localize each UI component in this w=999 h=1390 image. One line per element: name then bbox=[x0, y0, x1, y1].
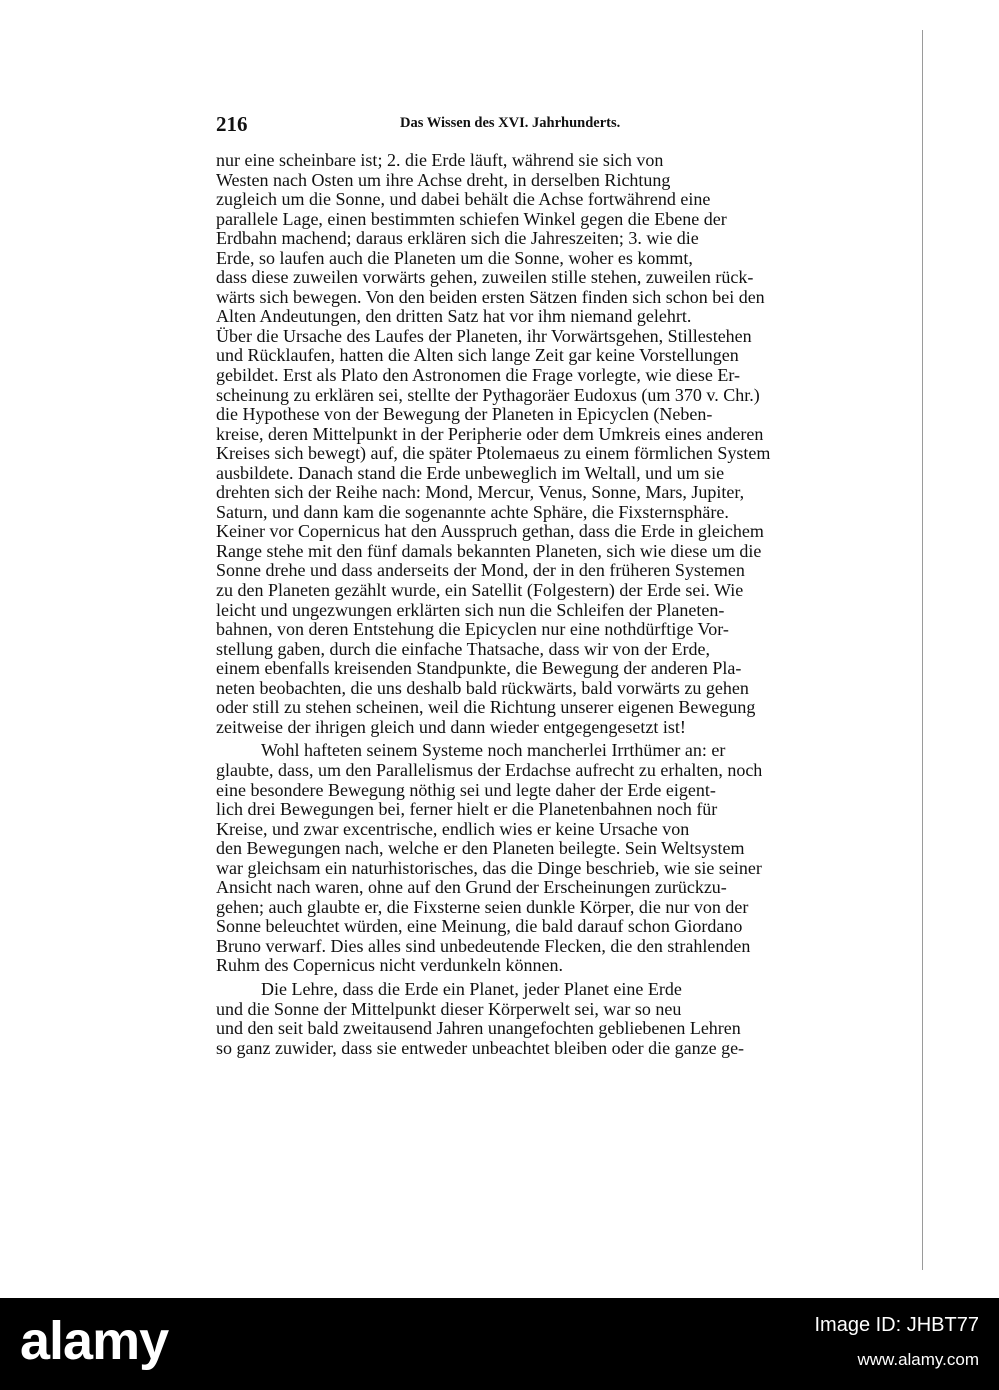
text-line: war gleichsam ein naturhistorisches, das die Dinge beschrieb, wie sie seiner bbox=[216, 857, 762, 878]
text-line: nur eine scheinbare ist; 2. die Erde läuft, während sie sich von bbox=[216, 150, 664, 170]
text-line: Ansicht nach waren, ohne auf den Grund der Erscheinungen zurückzu- bbox=[216, 877, 727, 898]
text-line: Range stehe mit den fünf damals bekannten Planeten, sich wie diese um die bbox=[216, 540, 762, 561]
text-line: Keiner vor Copernicus hat den Ausspruch gethan, dass die Erde in gleichem bbox=[216, 521, 764, 542]
text-line: so ganz zuwider, dass sie entweder unbeachtet bleiben oder die ganze ge- bbox=[216, 1037, 745, 1058]
text-line: Erdbahn machend; daraus erklären sich die Jahreszeiten; 3. wie die bbox=[216, 228, 699, 249]
text-line: dass diese zuweilen vorwärts gehen, zuweilen stille stehen, zuweilen rück- bbox=[216, 267, 754, 288]
watermark-footer bbox=[0, 1298, 999, 1390]
text-line: drehten sich der Reihe nach: Mond, Mercur, Venus, Sonne, Mars, Jupiter, bbox=[216, 482, 745, 503]
text-line: bahnen, von deren Entstehung die Epicyclen nur eine nothdürftige Vor- bbox=[216, 619, 729, 640]
text-line: kreise, deren Mittelpunkt in der Peripherie oder dem Umkreis eines anderen bbox=[216, 423, 764, 444]
text-line: scheinung zu erklären sei, stellte der Pythagoräer Eudoxus (um 370 v. Chr.) bbox=[216, 384, 760, 405]
text-line: zu den Planeten gezählt wurde, ein Satellit (Folgestern) der Erde sei. Wie bbox=[216, 580, 744, 601]
text-line: gebildet. Erst als Plato den Astronomen die Frage vorlegte, wie diese Er- bbox=[216, 365, 741, 386]
image-id-label: Image ID: JHBT77 bbox=[814, 1314, 979, 1336]
text-line: Bruno verwarf. Dies alles sind unbedeutende Flecken, die den strahlenden bbox=[216, 935, 751, 956]
text-line: lich drei Bewegungen bei, ferner hielt er die Planetenbahnen noch für bbox=[216, 799, 718, 820]
text-line: Saturn, und dann kam die sogenannte achte Sphäre, die Fixsternsphäre. bbox=[216, 501, 729, 522]
text-line: glaubte, dass, um den Parallelismus der Erdachse aufrecht zu erhalten, noch bbox=[216, 759, 763, 780]
text-line: und den seit bald zweitausend Jahren unangefochten gebliebenen Lehren bbox=[216, 1018, 741, 1039]
text-line: Wohl hafteten seinem Systeme noch mancherlei Irrthümer an: er bbox=[261, 740, 726, 761]
body-text bbox=[216, 151, 836, 1058]
text-line: eine besondere Bewegung nöthig sei und legte daher der Erde eigent- bbox=[216, 779, 716, 800]
page-edge-line bbox=[922, 30, 923, 1270]
site-url: www.alamy.com bbox=[857, 1350, 979, 1369]
text-line: Sonne drehe und dass anderseits der Mond, der in den früheren Systemen bbox=[216, 560, 745, 581]
text-line: einem ebenfalls kreisenden Standpunkte, die Bewegung der anderen Pla- bbox=[216, 658, 742, 679]
text-line: den Bewegungen nach, welche er den Planeten beilegte. Sein Weltsystem bbox=[216, 838, 745, 859]
text-line: neten beobachten, die uns deshalb bald rückwärts, bald vorwärts zu gehen bbox=[216, 677, 749, 698]
text-line: Sonne beleuchtet würden, eine Meinung, die bald darauf schon Giordano bbox=[216, 916, 743, 937]
text-line: leicht und ungezwungen erklärten sich nun die Schleifen der Planeten- bbox=[216, 599, 725, 620]
text-line: Über die Ursache des Laufes der Planeten, ihr Vorwärtsgehen, Stillestehen bbox=[216, 325, 752, 346]
brand-logo: alamy bbox=[20, 1311, 169, 1371]
text-line: gehen; auch glaubte er, die Fixsterne seien dunkle Körper, die nur von der bbox=[216, 896, 749, 917]
text-line: ausbildete. Danach stand die Erde unbeweglich im Weltall, und um sie bbox=[216, 462, 725, 483]
text-line: wärts sich bewegen. Von den beiden ersten Sätzen finden sich schon bei den bbox=[216, 286, 765, 307]
text-line: Ruhm des Copernicus nicht verdunkeln können. bbox=[216, 955, 563, 976]
text-line: stellung gaben, durch die einfache Thatsache, dass wir von der Erde, bbox=[216, 638, 710, 659]
text-line: Erde, so laufen auch die Planeten um die Sonne, woher es kommt, bbox=[216, 247, 693, 268]
text-line: Alten Andeutungen, den dritten Satz hat vor ihm niemand gelehrt. bbox=[216, 306, 692, 327]
text-line: Kreises sich bewegt) auf, die später Ptolemaeus zu einem förmlichen System bbox=[216, 443, 771, 464]
text-line: Die Lehre, dass die Erde ein Planet, jeder Planet eine Erde bbox=[261, 978, 682, 999]
text-line: parallele Lage, einen bestimmten schiefen Winkel gegen die Ebene der bbox=[216, 208, 727, 229]
text-line: Kreise, und zwar excentrische, endlich wies er keine Ursache von bbox=[216, 818, 690, 839]
text-line: zeitweise der ihrigen gleich und dann wieder entgegengesetzt ist! bbox=[216, 716, 686, 737]
text-line: oder still zu stehen scheinen, weil die Richtung unserer eigenen Bewegung bbox=[216, 697, 756, 718]
text-line: Westen nach Osten um ihre Achse dreht, in derselben Richtung bbox=[216, 169, 671, 190]
page-number: 216 bbox=[216, 112, 248, 136]
text-line: und die Sonne der Mittelpunkt dieser Körperwelt sei, war so neu bbox=[216, 998, 682, 1019]
text-line: die Hypothese von der Bewegung der Planeten in Epicyclen (Neben- bbox=[216, 404, 713, 425]
page-header bbox=[216, 112, 826, 136]
running-head: Das Wissen des XVI. Jahrhunderts. bbox=[400, 115, 621, 131]
text-line: zugleich um die Sonne, und dabei behält die Achse fortwährend eine bbox=[216, 189, 711, 210]
text-line: und Rücklaufen, hatten die Alten sich lange Zeit gar keine Vorstellungen bbox=[216, 345, 739, 366]
